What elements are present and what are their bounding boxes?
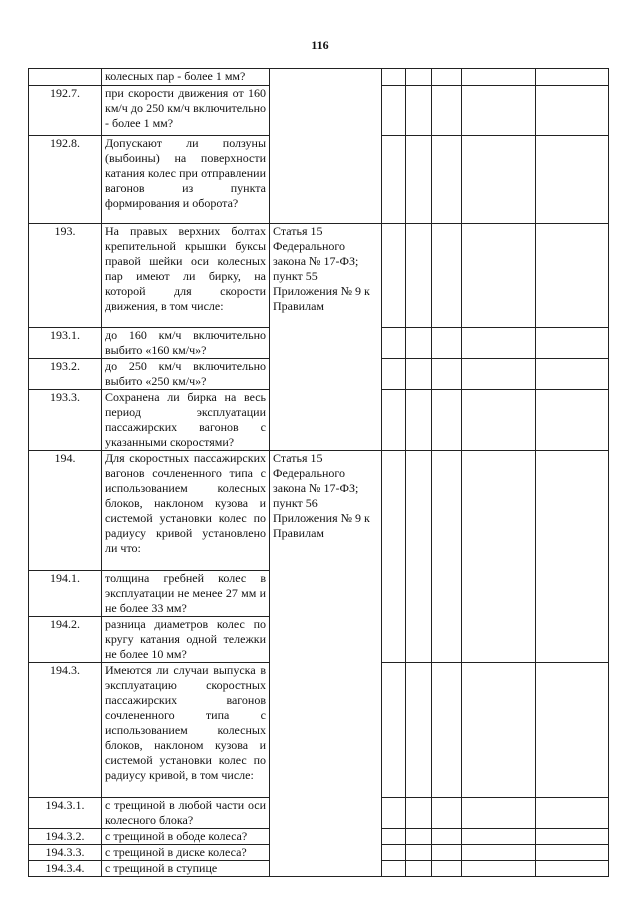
answer-cell xyxy=(406,663,432,798)
answer-cell xyxy=(462,451,536,663)
answer-cell xyxy=(432,390,462,451)
answer-cell xyxy=(432,69,462,86)
question-text: при скорости движения от 160 км/ч до 250 км/ч включительно - более 1 мм? xyxy=(102,86,270,136)
answer-cell xyxy=(432,328,462,359)
answer-cell xyxy=(432,845,462,861)
answer-cell xyxy=(432,359,462,390)
row-number: 194.3.3. xyxy=(29,845,102,861)
answer-cell xyxy=(382,86,406,136)
row-number: 194. xyxy=(29,451,102,571)
checklist-table xyxy=(28,68,609,877)
answer-cell xyxy=(462,845,536,861)
answer-cell xyxy=(382,328,406,359)
answer-cell xyxy=(382,845,406,861)
answer-cell xyxy=(382,451,406,663)
answer-cell xyxy=(462,829,536,845)
answer-cell xyxy=(432,663,462,798)
answer-cell xyxy=(462,224,536,328)
table-row xyxy=(29,451,609,571)
answer-cell xyxy=(462,328,536,359)
answer-cell xyxy=(406,224,432,328)
answer-cell xyxy=(536,845,609,861)
row-number: 194.3. xyxy=(29,663,102,798)
row-number: 193. xyxy=(29,224,102,328)
question-text: до 250 км/ч включительно выбито «250 км/ч»? xyxy=(102,359,270,390)
answer-cell xyxy=(462,136,536,224)
row-number: 192.8. xyxy=(29,136,102,224)
answer-cell xyxy=(536,861,609,877)
answer-cell xyxy=(432,798,462,829)
legal-reference: Статья 15 Федерального закона № 17-ФЗ; пункт 56 Приложения № 9 к Правилам xyxy=(270,451,382,877)
answer-cell xyxy=(406,359,432,390)
row-number: 194.1. xyxy=(29,571,102,617)
answer-cell xyxy=(536,798,609,829)
answer-cell xyxy=(462,86,536,136)
answer-cell xyxy=(406,845,432,861)
answer-cell xyxy=(462,390,536,451)
answer-cell xyxy=(406,451,432,663)
answer-cell xyxy=(406,86,432,136)
question-text: На правых верхних болтах крепительной крышки буксы правой шейки оси колесных пар имеют ли бирку, на которой для скорости движения, в том числе: xyxy=(102,224,270,328)
question-text: колесных пар - более 1 мм? xyxy=(102,69,270,86)
question-text: Для скоростных пассажирских вагонов сочлененного типа с использованием колесных блоков, наклоном кузова и системой установки колес по радиусу кривой установлено ли что: xyxy=(102,451,270,571)
answer-cell xyxy=(536,86,609,136)
answer-cell xyxy=(406,829,432,845)
answer-cell xyxy=(462,359,536,390)
answer-cell xyxy=(382,359,406,390)
legal-reference-cell xyxy=(270,69,382,224)
answer-cell xyxy=(382,829,406,845)
question-text: с трещиной в ободе колеса? xyxy=(102,829,270,845)
answer-cell xyxy=(432,829,462,845)
answer-cell xyxy=(382,390,406,451)
answer-cell xyxy=(382,136,406,224)
table-row xyxy=(29,224,609,328)
answer-cell xyxy=(462,663,536,798)
row-number: 194.3.4. xyxy=(29,861,102,877)
row-number: 193.1. xyxy=(29,328,102,359)
question-text: толщина гребней колес в эксплуатации не менее 27 мм и не более 33 мм? xyxy=(102,571,270,617)
answer-cell xyxy=(382,861,406,877)
answer-cell xyxy=(536,829,609,845)
answer-cell xyxy=(406,798,432,829)
answer-cell xyxy=(462,798,536,829)
answer-cell xyxy=(406,136,432,224)
answer-cell xyxy=(536,359,609,390)
row-number: 194.2. xyxy=(29,617,102,663)
answer-cell xyxy=(462,861,536,877)
answer-cell xyxy=(536,451,609,663)
answer-cell xyxy=(432,861,462,877)
question-text: до 160 км/ч включительно выбито «160 км/ч»? xyxy=(102,328,270,359)
question-text: с трещиной в ступице xyxy=(102,861,270,877)
answer-cell xyxy=(536,390,609,451)
answer-cell xyxy=(382,663,406,798)
page-number: 116 xyxy=(311,38,329,52)
answer-cell xyxy=(382,798,406,829)
question-text: разница диаметров колес по кругу катания одной тележки не более 10 мм? xyxy=(102,617,270,663)
row-number: 194.3.1. xyxy=(29,798,102,829)
answer-cell xyxy=(406,861,432,877)
answer-cell xyxy=(462,69,536,86)
answer-cell xyxy=(382,69,406,86)
question-text: с трещиной в диске колеса? xyxy=(102,845,270,861)
row-number: 192.7. xyxy=(29,86,102,136)
answer-cell xyxy=(432,136,462,224)
answer-cell xyxy=(536,663,609,798)
answer-cell xyxy=(432,86,462,136)
row-number: 193.3. xyxy=(29,390,102,451)
answer-cell xyxy=(432,224,462,328)
answer-cell xyxy=(382,224,406,328)
answer-cell xyxy=(536,69,609,86)
answer-cell xyxy=(406,390,432,451)
question-text: Имеются ли случаи выпуска в эксплуатацию скоростных пассажирских вагонов сочлененного типа с использованием колесных блоков, наклоном кузова и системой установки колес по радиусу кривой, в том числе: xyxy=(102,663,270,798)
row-number xyxy=(29,69,102,86)
row-number: 194.3.2. xyxy=(29,829,102,845)
answer-cell xyxy=(536,328,609,359)
answer-cell xyxy=(406,69,432,86)
table-row xyxy=(29,69,609,86)
answer-cell xyxy=(536,136,609,224)
question-text: Сохранена ли бирка на весь период эксплуатации пассажирских вагонов с указанными скоростями? xyxy=(102,390,270,451)
question-text: Допускают ли ползуны (выбоины) на поверхности катания колес при отправлении вагонов из пункта формирования и оборота? xyxy=(102,136,270,224)
answer-cell xyxy=(432,451,462,663)
legal-reference: Статья 15 Федерального закона № 17-ФЗ; пункт 55 Приложения № 9 к Правилам xyxy=(270,224,382,451)
row-number: 193.2. xyxy=(29,359,102,390)
answer-cell xyxy=(406,328,432,359)
question-text: с трещиной в любой части оси колесного блока? xyxy=(102,798,270,829)
answer-cell xyxy=(536,224,609,328)
